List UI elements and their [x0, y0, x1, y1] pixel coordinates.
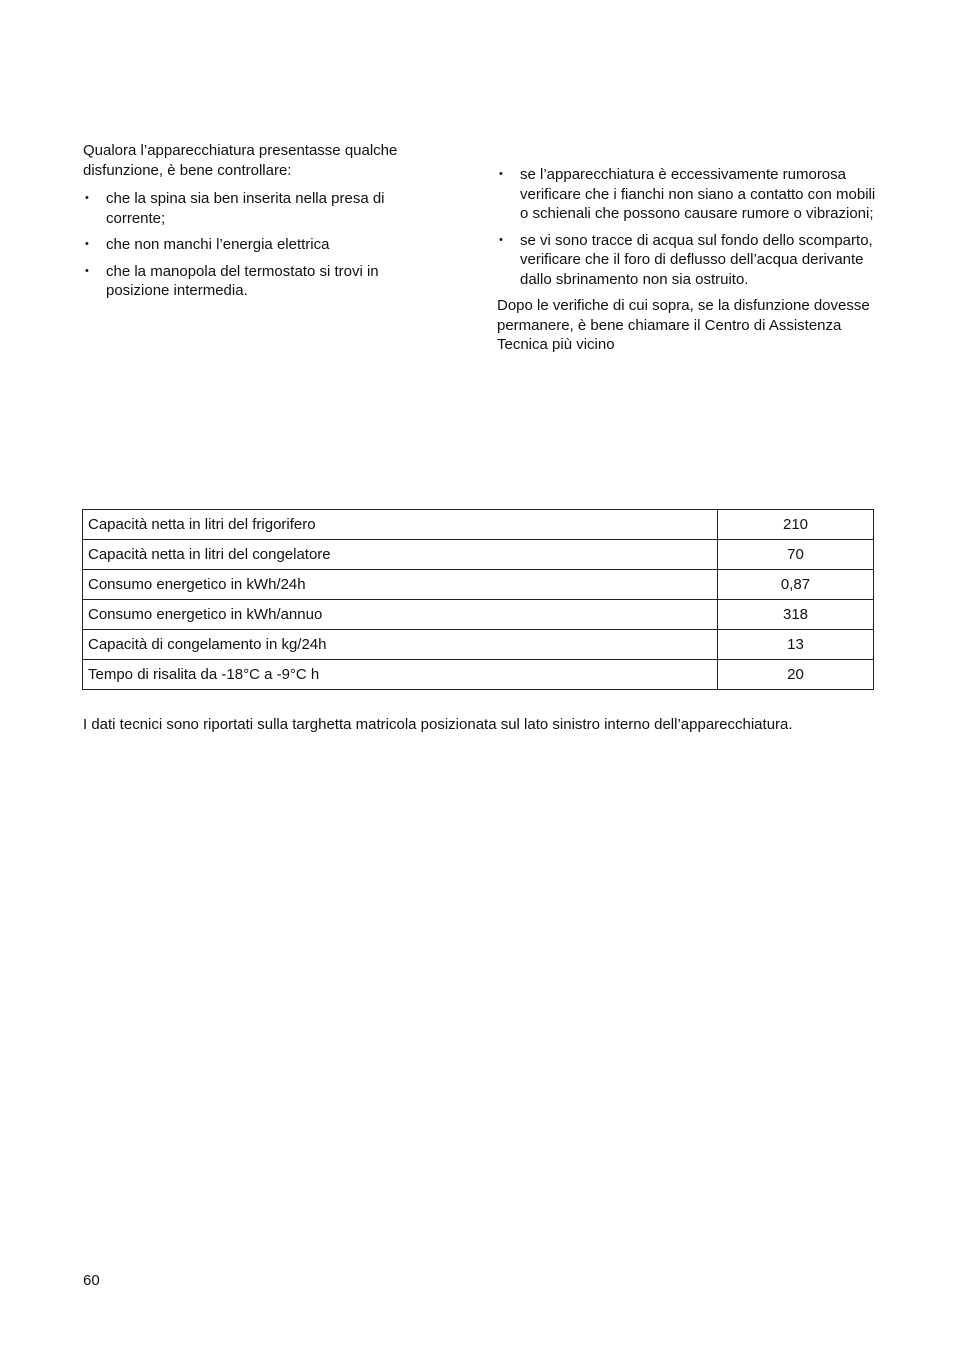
bullet-icon: • — [85, 264, 89, 277]
bullet-icon: • — [85, 238, 89, 250]
spec-value: 318 — [718, 600, 874, 630]
spec-label: Tempo di risalita da -18°C a -9°C h — [83, 660, 718, 690]
spec-value: 20 — [718, 660, 874, 690]
spec-value: 13 — [718, 630, 874, 660]
technical-data-note: I dati tecnici sono riportati sulla targhetta matricola posizionata sul lato sinistro interno dell’apparecchiatura. — [83, 716, 793, 733]
bullet-icon: • — [499, 233, 503, 246]
table-row — [83, 630, 874, 660]
spec-value: 70 — [718, 540, 874, 570]
list-item — [83, 189, 433, 228]
list-item-text: che non manchi l’energia elettrica — [106, 236, 330, 253]
bullet-icon: • — [85, 192, 89, 204]
list-item — [83, 262, 433, 301]
troubleshooting-outro: Dopo le verifiche di cui sopra, se la disfunzione dovesse permanere, è bene chiamare il Centro di Assistenza Tecnica più vicino — [497, 297, 870, 353]
spec-label: Capacità di congelamento in kg/24h — [83, 630, 718, 660]
spec-label: Capacità netta in litri del congelatore — [83, 540, 718, 570]
troubleshooting-intro: Qualora l’apparecchiatura presentasse qualche disfunzione, è bene controllare: — [83, 142, 398, 179]
page-number: 60 — [83, 1272, 100, 1289]
table-row — [83, 660, 874, 690]
troubleshooting-left-column — [83, 141, 433, 308]
spec-value: 0,87 — [718, 570, 874, 600]
table-row — [83, 510, 874, 540]
table-row — [83, 570, 874, 600]
technical-specs-table — [82, 509, 874, 690]
list-item-text: che la manopola del termostato si trovi in posizione intermedia. — [106, 262, 379, 299]
list-item-text: se l’apparecchiatura è eccessivamente rumorosa verificare che i fianchi non siano a contatto con mobili o schienali che possono causare rumore o vibrazioni; — [520, 166, 876, 222]
list-item — [83, 235, 433, 255]
list-item-text: che la spina sia ben inserita nella presa di corrente; — [106, 190, 385, 227]
list-item — [497, 165, 877, 224]
check-list — [497, 165, 877, 289]
table-row — [83, 540, 874, 570]
check-list — [83, 189, 433, 301]
list-item-text: se vi sono tracce di acqua sul fondo dello scomparto, verificare che il foro di deflusso dell’acqua derivante dallo sbrinamento non sia ostruito. — [520, 231, 873, 288]
troubleshooting-right-column — [497, 165, 877, 355]
table-row — [83, 600, 874, 630]
spec-value: 210 — [718, 510, 874, 540]
spec-label: Consumo energetico in kWh/24h — [83, 570, 718, 600]
spec-label: Consumo energetico in kWh/annuo — [83, 600, 718, 630]
spec-label: Capacità netta in litri del frigorifero — [83, 510, 718, 540]
bullet-icon: • — [499, 168, 503, 180]
list-item — [497, 231, 877, 290]
